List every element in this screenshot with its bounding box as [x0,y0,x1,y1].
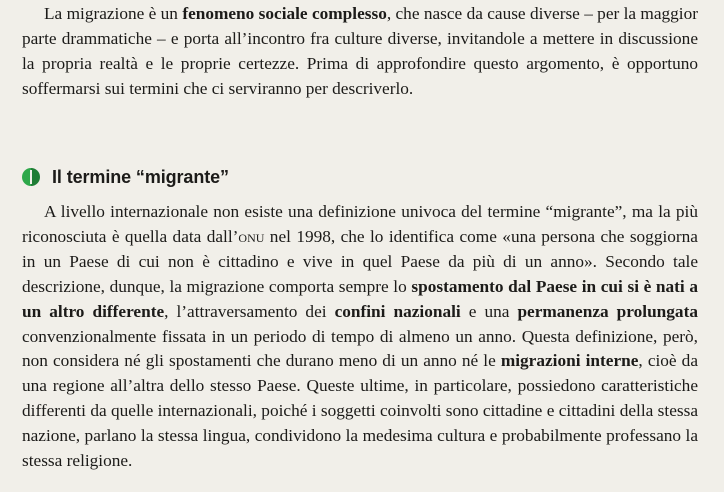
intro-paragraph [22,2,698,102]
onu-acronym: onu [238,226,265,246]
section-bullet-icon [22,168,40,186]
body-text-3: , l’attraversamento dei [164,301,335,321]
intro-text-2: , che nasce da cause diverse – per la maggior parte drammatiche – e porta all’incontro fra culture diverse, invitandole a mettere in discussione la propria realtà e le proprie certezze. Prima di approfondire questo argomento, è opportuno soffermarsi sui termini che ci serviranno per descriverlo. [22,4,699,98]
intro-bold-1: fenomeno sociale complesso [182,4,387,23]
body-text-1: A livello internazionale non esiste una definizione univoca del termine “migrante”, ma la più riconosciuta è quella data dall’ [22,202,698,246]
definition-paragraph [22,200,698,474]
body-bold-2: confini nazionali [334,301,461,321]
body-bold-1: spostamento dal Paese in cui si è nati a un altro differente [22,276,698,321]
body-bold-4: migrazioni interne [500,351,639,371]
section-heading-text: Il termine “migrante” [52,166,229,187]
body-text-2: nel 1998, che lo identifica come «una persona che soggiorna in un Paese di cui non è cittadino e vive in quel Paese da più di un anno». Secondo tale descrizione, dunque, la migrazione comporta sempre lo [22,226,698,296]
intro-text-1: La migrazione è un [44,4,183,23]
body-text-4: e una [460,301,518,321]
body-bold-3: permanenza prolungata [517,301,698,321]
body-text-6: , cioè da una regione all’altra dello stesso Paese. Queste ultime, in particolare, possiedono caratteristiche differenti da quelle internazionali, poiché i soggetti coinvolti sono cittadine e cittadini della stessa nazione, parlano la stessa lingua, condividono la medesima cultura e probabilmente professano la stessa religione. [22,351,698,471]
section-heading [22,165,698,189]
body-text-5: convenzionalmente fissata in un periodo di tempo di almeno un anno. Questa definizione, però, non considera né gli spostamenti che durano meno di un anno né le [22,326,698,371]
